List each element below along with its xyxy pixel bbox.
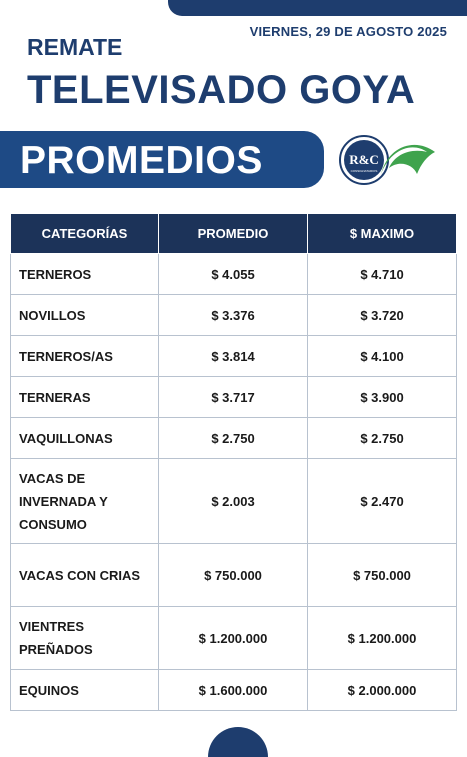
header-maximo: $ MAXIMO [308,214,457,254]
promedio-cell: $ 2.003 [159,459,308,544]
category-cell: TERNEROS/AS [11,336,159,377]
leaf-icon [381,145,435,174]
page-title: TELEVISADO GOYA [27,68,416,112]
category-cell: VACAS CON CRIAS [11,544,159,607]
table-row [11,254,457,295]
maximo-cell: $ 2.470 [308,459,457,544]
category-cell: TERNERAS [11,377,159,418]
rc-logo [337,134,437,186]
table-row [11,295,457,336]
prices-table [10,213,457,711]
promedios-banner [0,131,324,188]
promedio-cell: $ 1.600.000 [159,670,308,711]
promedio-cell: $ 3.717 [159,377,308,418]
category-cell: VACAS DE INVERNADA Y CONSUMO [11,459,159,544]
table-row [11,607,457,670]
maximo-cell: $ 3.900 [308,377,457,418]
category-cell: NOVILLOS [11,295,159,336]
category-cell: VAQUILLONAS [11,418,159,459]
category-cell: EQUINOS [11,670,159,711]
maximo-cell: $ 1.200.000 [308,607,457,670]
promedio-cell: $ 3.814 [159,336,308,377]
table-row [11,377,457,418]
table-header-row [11,214,457,254]
bottom-logo-partial [208,727,268,757]
maximo-cell: $ 2.750 [308,418,457,459]
maximo-cell: $ 4.710 [308,254,457,295]
table-row [11,670,457,711]
promedio-cell: $ 1.200.000 [159,607,308,670]
top-accent-bar [168,0,467,16]
promedio-cell: $ 2.750 [159,418,308,459]
auction-date: VIERNES, 29 DE AGOSTO 2025 [249,24,447,39]
remate-label: REMATE [27,34,123,60]
logo-subtext: CONSIGNATARIOS [350,169,378,173]
category-cell: VIENTRES PREÑADOS [11,607,159,670]
header-promedio: PROMEDIO [159,214,308,254]
promedio-cell: $ 3.376 [159,295,308,336]
table-row [11,336,457,377]
banner-title: PROMEDIOS [20,139,263,182]
maximo-cell: $ 2.000.000 [308,670,457,711]
table-row [11,459,457,544]
logo-text: R&C [349,152,379,167]
maximo-cell: $ 750.000 [308,544,457,607]
header-categorias: CATEGORÍAS [11,214,159,254]
maximo-cell: $ 3.720 [308,295,457,336]
prices-table-wrapper [10,213,456,711]
maximo-cell: $ 4.100 [308,336,457,377]
promedio-cell: $ 4.055 [159,254,308,295]
category-cell: TERNEROS [11,254,159,295]
table-row [11,418,457,459]
table-row [11,544,457,607]
promedio-cell: $ 750.000 [159,544,308,607]
